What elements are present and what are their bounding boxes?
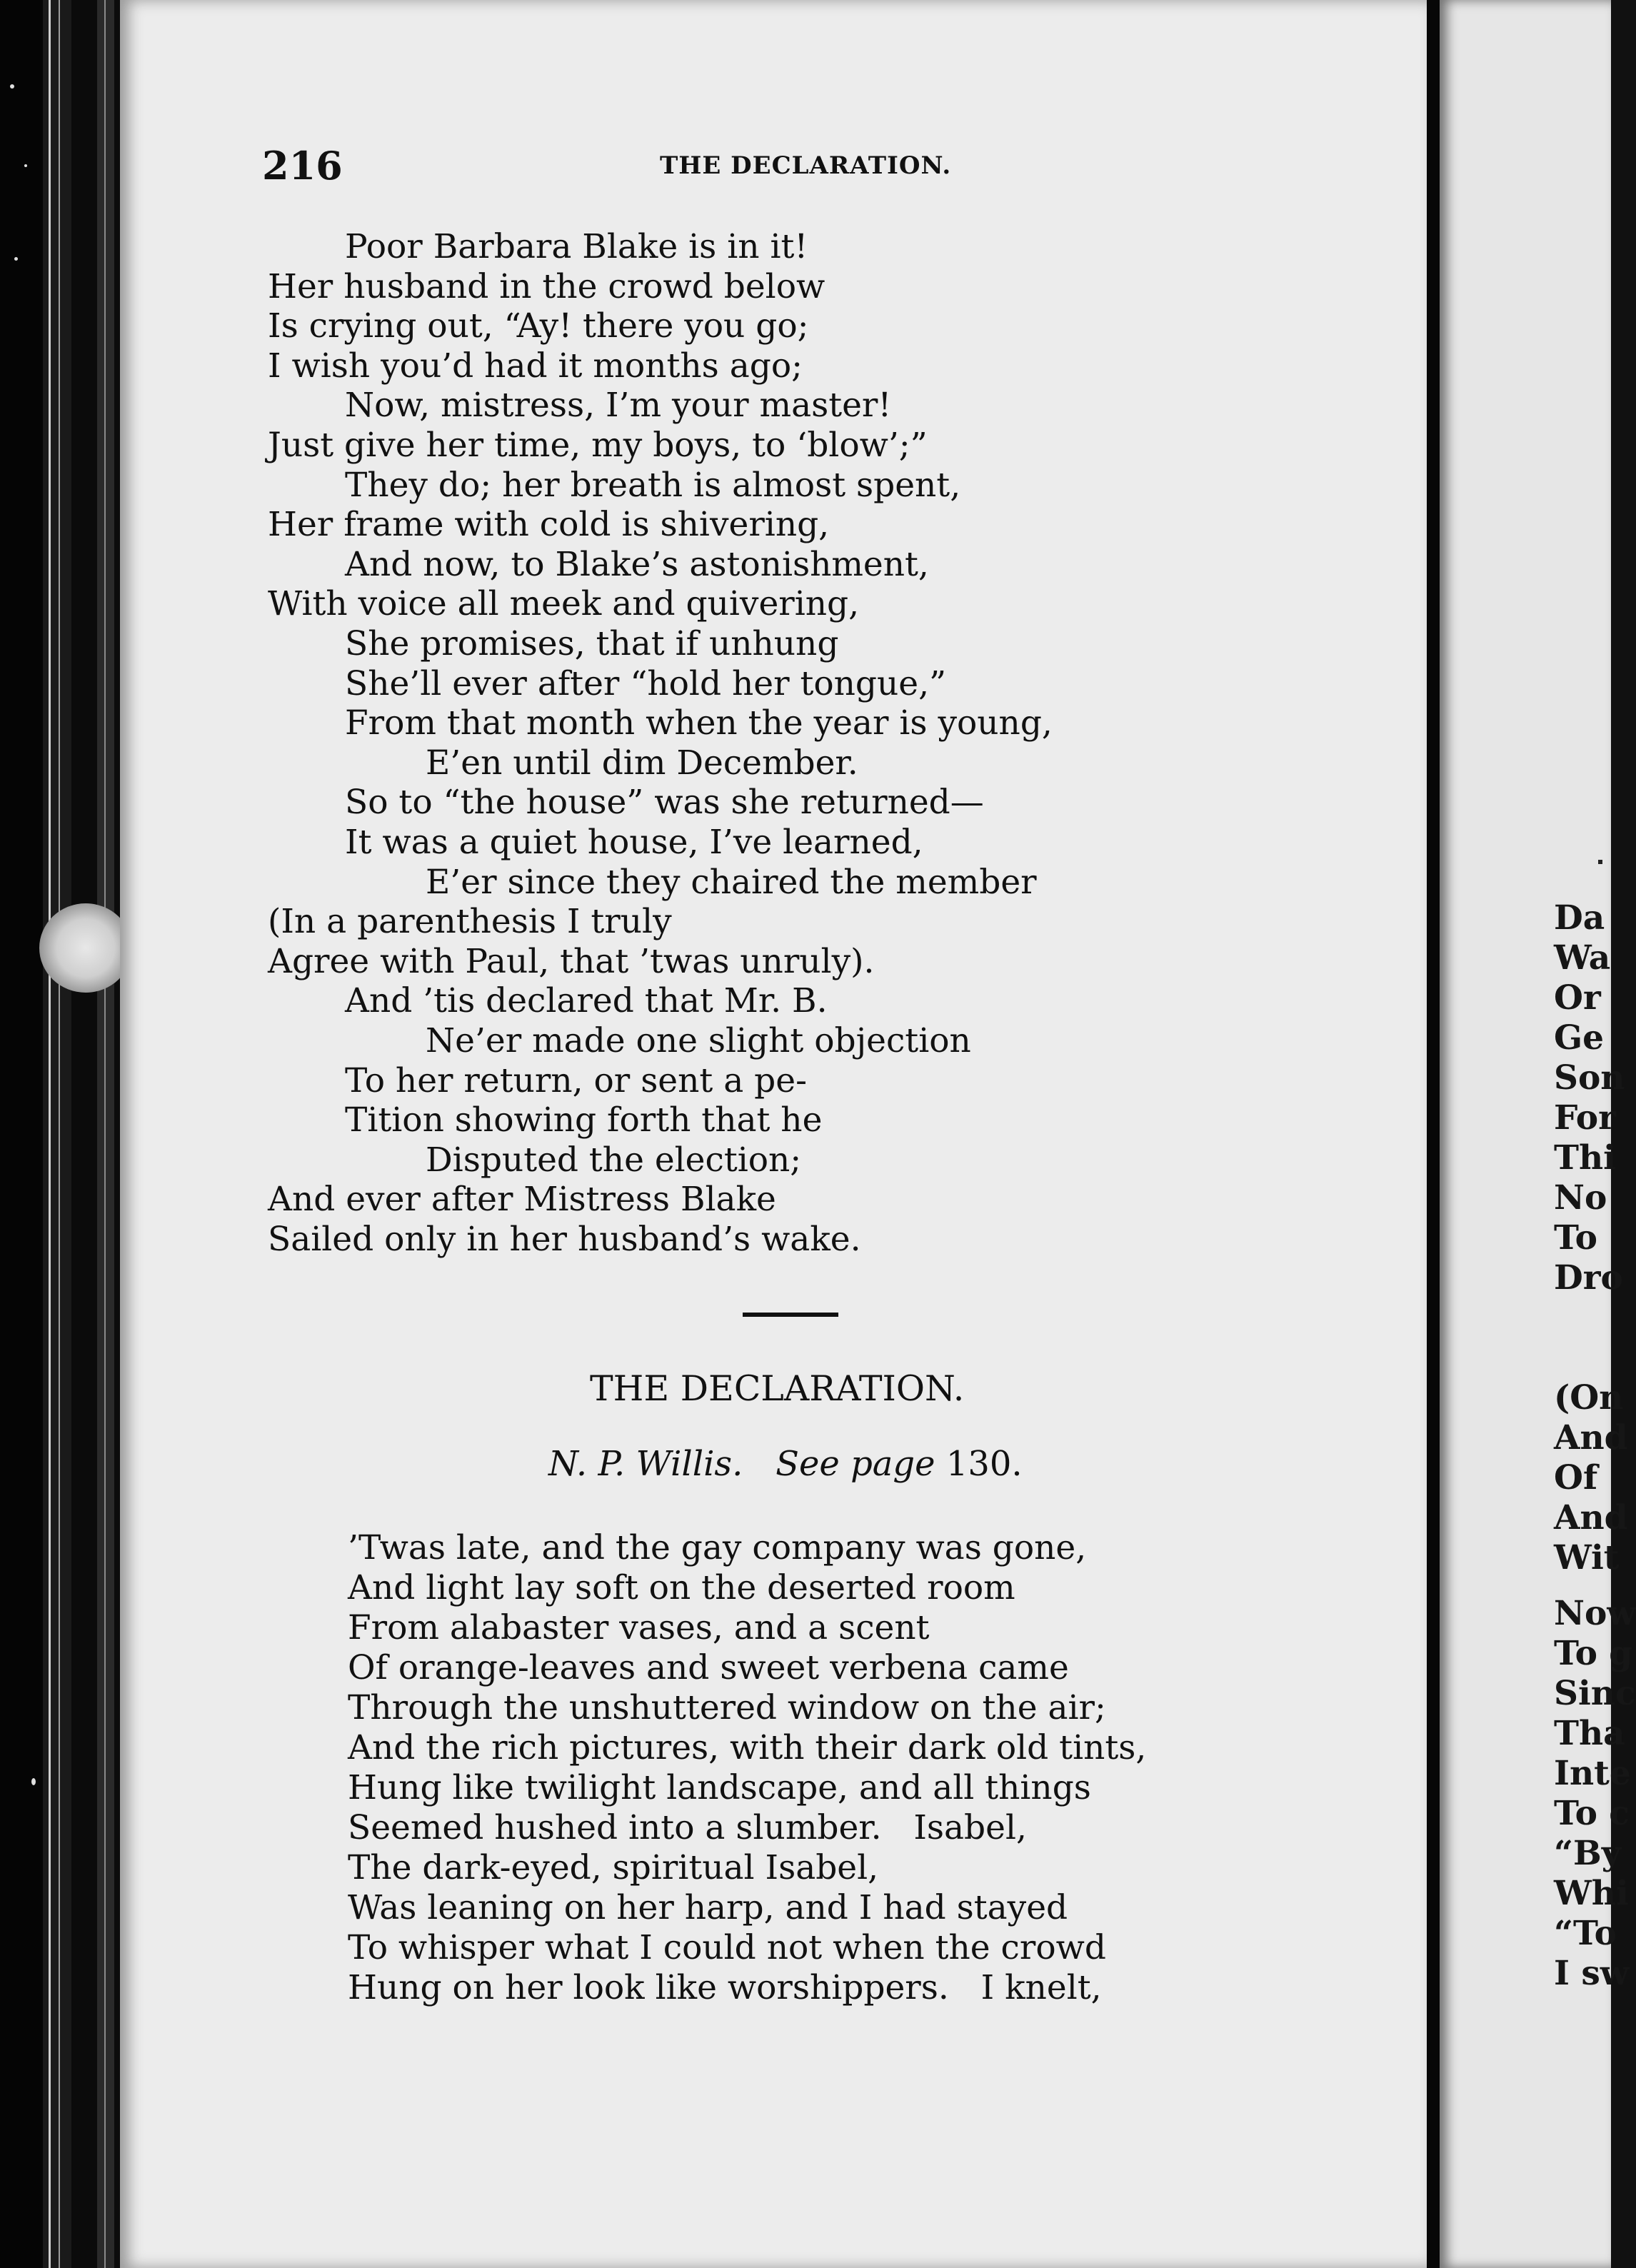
right-page-fragment: For xyxy=(1554,1098,1616,1138)
page-gutter xyxy=(1427,0,1440,2268)
right-page-fragment: Or xyxy=(1554,978,1601,1018)
right-page-fragment: (On xyxy=(1554,1378,1624,1418)
poem-line: From that month when the year is young, xyxy=(345,703,1053,743)
right-page-fragment: “By xyxy=(1554,1834,1622,1873)
author-name: N. P. Willis. xyxy=(548,1444,743,1484)
right-page-fragment: Tha xyxy=(1554,1714,1625,1753)
right-page-fragment: To xyxy=(1554,1218,1597,1258)
poem-line: From alabaster vases, and a scent xyxy=(348,1608,930,1647)
running-head: THE DECLARATION. xyxy=(660,151,952,180)
poem-line: Sailed only in her husband’s wake. xyxy=(268,1220,861,1259)
poem-line: And now, to Blake’s astonishment, xyxy=(345,545,929,584)
right-page-fragment: Of xyxy=(1554,1458,1598,1497)
book-edge-left xyxy=(0,0,43,2268)
poem-line: Tition showing forth that he xyxy=(345,1100,823,1140)
poem-line: She promises, that if unhung xyxy=(345,624,839,663)
poem-line: The dark-eyed, spiritual Isabel, xyxy=(348,1848,879,1887)
right-page-fragment: Da xyxy=(1554,898,1605,938)
poem-line: Disputed the election; xyxy=(426,1140,802,1180)
poem-byline xyxy=(548,1444,1023,1484)
poem-line: Agree with Paul, that ’twas unruly). xyxy=(268,942,875,981)
poem-line: Hung like twilight landscape, and all things xyxy=(348,1768,1091,1807)
poem-line: She’ll ever after “hold her tongue,” xyxy=(345,664,947,703)
poem-line: And ’tis declared that Mr. B. xyxy=(345,981,828,1020)
right-page-fragment: And xyxy=(1554,1498,1628,1537)
poem-line: Of orange-leaves and sweet verbena came xyxy=(348,1648,1069,1687)
poem-line: Now, mistress, I’m your master! xyxy=(345,386,892,425)
book-edge-band xyxy=(43,0,71,2268)
poem-line: And the rich pictures, with their dark old tints, xyxy=(348,1728,1147,1767)
right-page-fragment: Dro xyxy=(1554,1258,1623,1298)
right-page-fragment: Thi xyxy=(1554,1138,1617,1178)
paper-smudge xyxy=(39,903,132,993)
right-page-fragment: To g xyxy=(1554,1634,1633,1673)
dust-speck xyxy=(24,164,27,167)
edge-line xyxy=(104,0,106,2268)
right-page-fragment: Wit xyxy=(1554,1538,1620,1577)
poem-line: And light lay soft on the deserted room xyxy=(348,1568,1015,1607)
right-page-fragment: I sw xyxy=(1554,1954,1630,1993)
poem-line: Hung on her look like worshippers. I knelt, xyxy=(348,1968,1102,2007)
poem-line: ’Twas late, and the gay company was gone, xyxy=(348,1528,1087,1567)
section-rule xyxy=(743,1313,838,1317)
poem-line: Just give her time, my boys, to ‘blow’;” xyxy=(268,426,928,465)
poem-line: I wish you’d had it months ago; xyxy=(268,346,803,386)
see-page-number: 130. xyxy=(945,1444,1023,1484)
dust-speck xyxy=(10,84,14,89)
right-page-fragment: To c xyxy=(1554,1794,1630,1833)
right-page-fragment: Now xyxy=(1554,1594,1636,1633)
book-edge-band xyxy=(71,0,97,2268)
print-mark xyxy=(1598,860,1602,864)
poem-line: (In a parenthesis I truly xyxy=(268,902,672,941)
poem-line: They do; her breath is almost spent, xyxy=(345,466,961,505)
book-edge-band xyxy=(97,0,114,2268)
page-number: 216 xyxy=(262,143,343,189)
right-page-fragment: Wa xyxy=(1554,938,1611,978)
poem-line: Seemed hushed into a slumber. Isabel, xyxy=(348,1808,1027,1847)
poem-line: Is crying out, “Ay! there you go; xyxy=(268,306,809,346)
poem-line: E’en until dim December. xyxy=(426,743,858,783)
poem-line: Her frame with cold is shivering, xyxy=(268,505,830,544)
see-page-label: See page xyxy=(776,1444,935,1484)
poem-line: Ne’er made one slight objection xyxy=(426,1021,971,1060)
dust-speck xyxy=(14,257,18,261)
poem-line: So to “the house” was she returned— xyxy=(345,783,984,822)
edge-line xyxy=(59,0,60,2268)
dust-speck xyxy=(31,1778,36,1785)
poem-line: It was a quiet house, I’ve learned, xyxy=(345,823,923,862)
right-page-fragment: Ge xyxy=(1554,1018,1605,1058)
edge-line xyxy=(49,0,51,2268)
poem-line: Her husband in the crowd below xyxy=(268,267,825,306)
poem-title: THE DECLARATION. xyxy=(590,1368,965,1409)
poem-line: With voice all meek and quivering, xyxy=(268,584,860,623)
poem-line: To whisper what I could not when the crowd xyxy=(348,1928,1106,1967)
poem-line: E’er since they chaired the member xyxy=(426,863,1037,902)
poem-line: To her return, or sent a pe- xyxy=(345,1061,807,1100)
poem-line: Poor Barbara Blake is in it! xyxy=(345,227,808,266)
poem-line: Was leaning on her harp, and I had stayed xyxy=(348,1888,1068,1927)
right-page-fragment: Inte xyxy=(1554,1754,1631,1793)
right-page-fragment: Sinc xyxy=(1554,1674,1636,1713)
poem-line: And ever after Mistress Blake xyxy=(268,1180,776,1219)
right-page-fragment: Son xyxy=(1554,1058,1625,1098)
right-page-fragment: “To xyxy=(1554,1914,1617,1953)
right-page-fragment: Whi xyxy=(1554,1874,1629,1913)
poem-line: Through the unshuttered window on the air; xyxy=(348,1688,1106,1727)
right-page-fragment: No xyxy=(1554,1178,1607,1218)
right-page-fragment: And xyxy=(1554,1418,1628,1457)
